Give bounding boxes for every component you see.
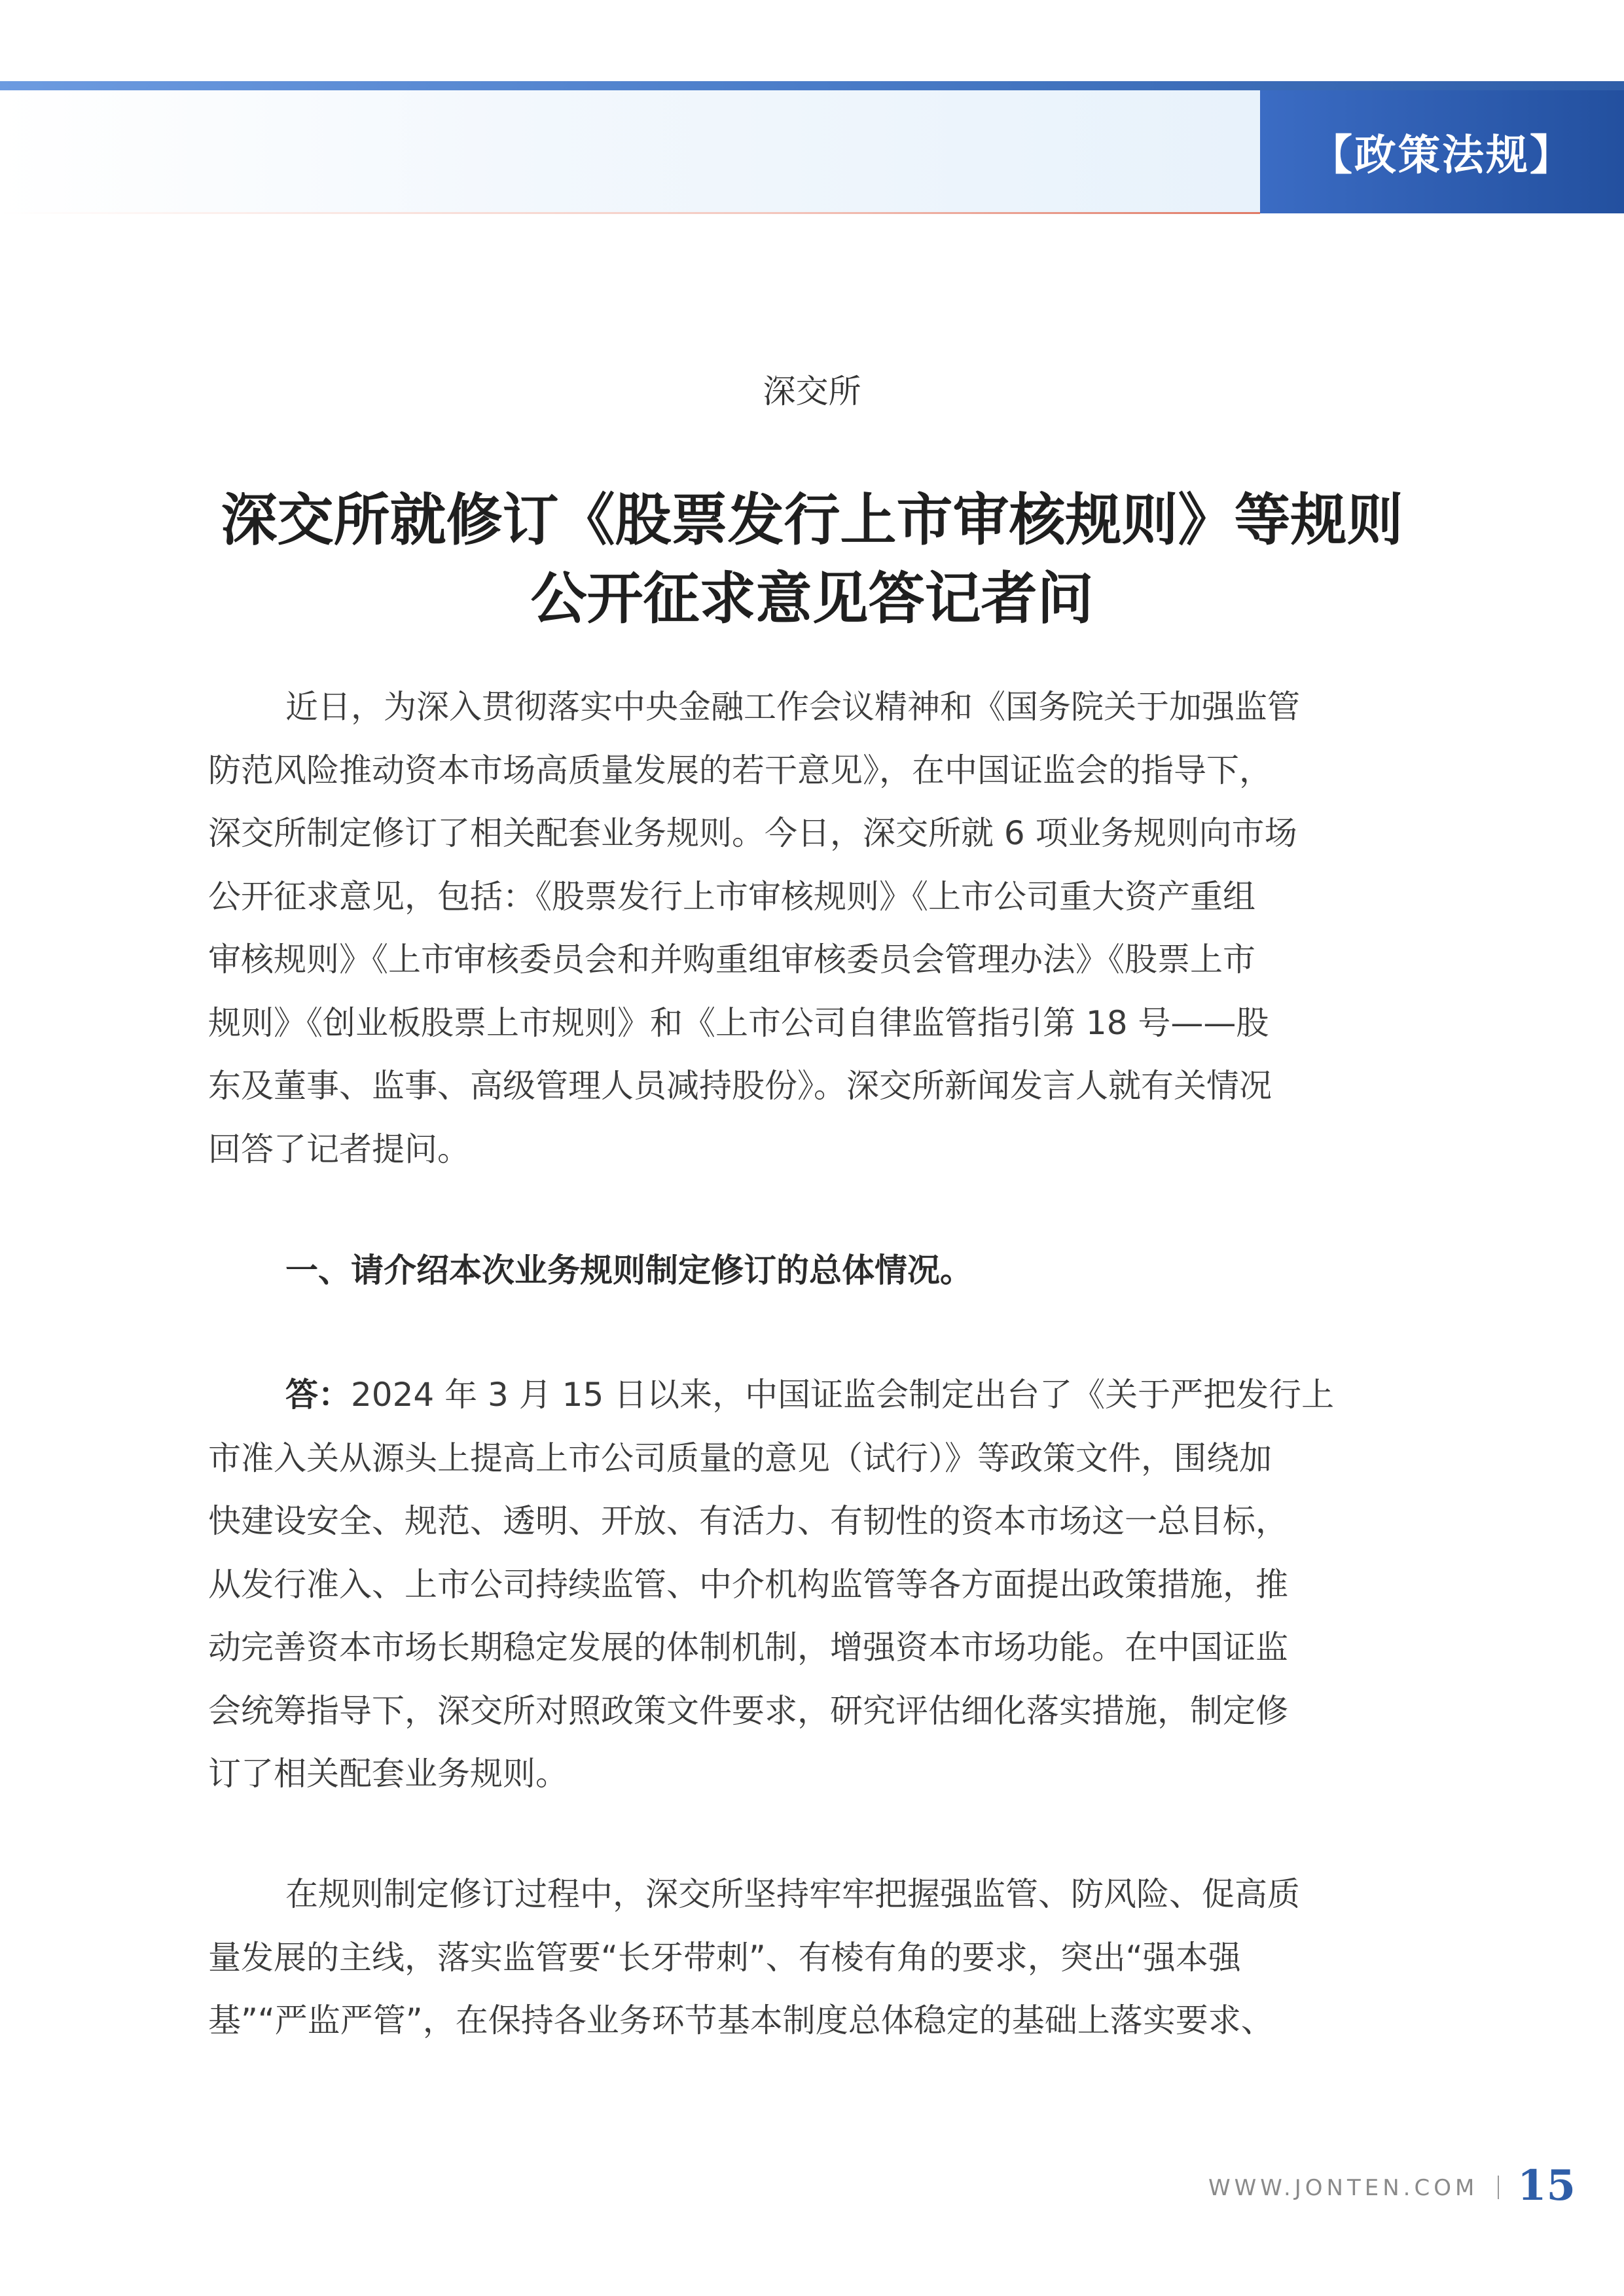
paragraph-intro (208, 675, 1426, 1181)
article-title-line: 公开征求意见答记者问 (530, 566, 1094, 632)
header-band (0, 90, 1260, 213)
paragraph-line: 基”“严监严管”，在保持各业务环节基本制度总体稳定的基础上落实要求、 (208, 2001, 1274, 2039)
paragraph-line: 在规则制定修订过程中，深交所坚持牢牢把握强监管、防风险、促高质 (285, 1875, 1300, 1913)
paragraph-principles (208, 1863, 1426, 2053)
paragraph-line: 深交所制定修订了相关配套业务规则。今日，深交所就 6 项业务规则向市场 (208, 814, 1297, 852)
paragraph-line: 从发行准入、上市公司持续监管、中介机构监管等各方面提出政策措施，推 (208, 1565, 1288, 1604)
paragraph-line: 回答了记者提问。 (208, 1130, 470, 1168)
footer-website: WWW.JONTEN.COM (1208, 2175, 1479, 2201)
paragraph-answer (208, 1363, 1426, 1806)
paragraph-line: 订了相关配套业务规则。 (208, 1755, 568, 1793)
article-title (131, 481, 1493, 638)
answer-label: 答： (285, 1376, 351, 1414)
paragraph-line: 动完善资本市场长期稳定发展的体制机制，增强资本市场功能。在中国证监 (208, 1628, 1288, 1666)
page-number: 15 (1517, 2161, 1576, 2210)
footer-divider (1498, 2176, 1499, 2199)
paragraph-line (208, 1363, 1426, 1427)
section-heading (208, 1239, 1426, 1302)
header-underline (0, 212, 1260, 214)
paragraph-line: 快建设安全、规范、透明、开放、有活力、有韧性的资本市场这一总目标， (208, 1502, 1288, 1540)
paragraph-line: 会统筹指导下，深交所对照政策文件要求，研究评估细化落实措施，制定修 (208, 1691, 1288, 1730)
answer-first-line: 2024 年 3 月 15 日以来，中国证监会制定出台了《关于严把发行上 (351, 1376, 1335, 1414)
header-top-line (0, 81, 1624, 90)
paragraph-line: 防范风险推动资本市场高质量发展的若干意见》，在中国证监会的指导下， (208, 751, 1272, 789)
paragraph-line: 规则》《创业板股票上市规则》和《上市公司自律监管指引第 18 号——股 (208, 1003, 1269, 1042)
paragraph-line: 东及董事、监事、高级管理人员减持股份》。深交所新闻发言人就有关情况 (208, 1067, 1272, 1105)
category-tag: 【政策法规】 (1260, 90, 1624, 213)
paragraph-line: 市准入关从源头上提高上市公司质量的意见（试行）》等政策文件，围绕加 (208, 1439, 1272, 1477)
section-heading-text: 一、请介绍本次业务规则制定修订的总体情况。 (285, 1251, 973, 1289)
paragraph-line: 审核规则》《上市审核委员会和并购重组审核委员会管理办法》《股票上市 (208, 941, 1255, 978)
paragraph-line: 公开征求意见，包括：《股票发行上市审核规则》《上市公司重大资产重组 (208, 877, 1255, 916)
article-source: 深交所 (763, 372, 861, 410)
paragraph-line: 量发展的主线，落实监管要“长牙带刺”、有棱有角的要求，突出“强本强 (208, 1938, 1241, 1977)
paragraph-line: 近日，为深入贯彻落实中央金融工作会议精神和《国务院关于加强监管 (285, 688, 1300, 726)
article-title-line: 深交所就修订《股票发行上市审核规则》等规则 (221, 488, 1403, 553)
